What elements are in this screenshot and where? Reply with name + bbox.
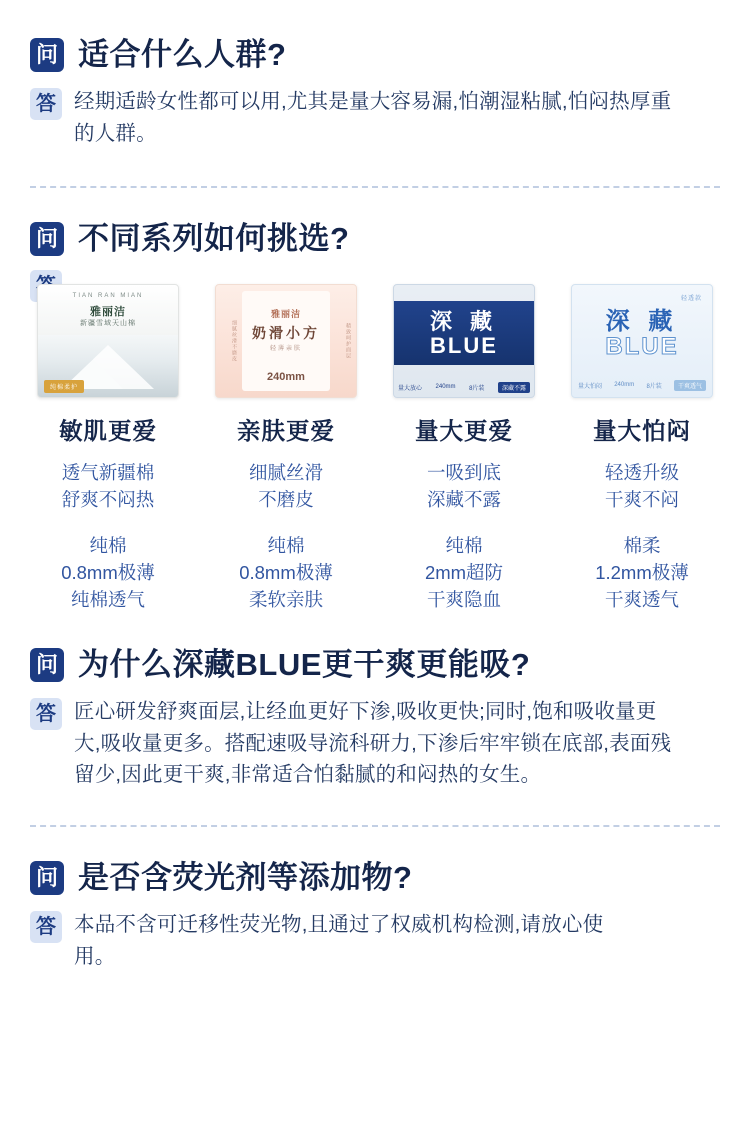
answer-row-3	[30, 696, 720, 791]
product-desc-line: 一吸到底	[426, 461, 501, 483]
answer-text-3: 匠心研发舒爽面层,让经血更好下渗,吸收更快;同时,饱和吸收量更大,吸收量更多。搭配速吸导流科研力,下渗后牢牢锁在底部,表面残留少,因此更干爽,非常适合怕黏腻的和闷热的女生。	[74, 699, 672, 787]
product-card-2[interactable]	[208, 284, 364, 614]
product-spec-4	[564, 533, 720, 613]
pack-foot-count: 8片装	[469, 385, 485, 392]
question-text-1: 适合什么人群?	[78, 37, 287, 72]
product-comparison	[30, 284, 720, 614]
pack-chip: 干爽透气	[674, 380, 706, 391]
pack-title-cn: 深 藏	[429, 308, 499, 334]
faq-item-3	[30, 614, 720, 791]
pack-footer	[578, 380, 706, 391]
answer-text-1: 经期适龄女性都可以用,尤其是量大容易漏,怕潮湿粘腻,怕闷热厚重的人群。	[74, 90, 672, 145]
product-spec-line: 棉柔	[623, 535, 661, 557]
product-spec-line: 0.8mm极薄	[239, 562, 333, 584]
pack-side-text-left: 细腻丝滑不磨皮	[231, 319, 237, 362]
product-desc-line: 舒爽不闷热	[61, 488, 155, 510]
question-row-1	[30, 38, 720, 72]
product-spec-line: 纯棉	[267, 535, 305, 557]
product-desc-4	[564, 460, 720, 514]
product-image-2	[215, 284, 357, 398]
question-text-2: 不同系列如何挑选?	[78, 220, 350, 256]
pack-title-en: BLUE	[605, 332, 679, 360]
pack-tiny-text: 轻薄亲肤	[269, 345, 302, 352]
product-spec-line: 纯棉	[445, 535, 483, 557]
product-desc-line: 透气新疆棉	[61, 461, 155, 483]
product-title-2: 亲肤更爱	[237, 417, 335, 444]
answer-badge-icon: 答	[30, 88, 62, 120]
product-desc-2	[208, 460, 364, 514]
pack-topline: TIAN RAN MIAN	[72, 292, 144, 299]
pack-title-cn: 深 藏	[605, 307, 679, 335]
product-spec-line: 2mm超防	[424, 562, 504, 584]
question-badge-icon: 问	[30, 861, 64, 895]
question-badge-icon: 问	[30, 648, 64, 682]
answer-badge-icon: 答	[30, 698, 62, 730]
product-spec-line: 柔软亲肤	[248, 588, 323, 610]
product-spec-line: 0.8mm极薄	[61, 562, 155, 584]
product-desc-1	[30, 460, 186, 514]
question-text-4: 是否含荧光剂等添加物?	[78, 860, 413, 896]
product-spec-line: 1.2mm极薄	[595, 562, 689, 584]
question-badge-icon: 问	[30, 222, 64, 256]
pack-footer	[398, 382, 530, 393]
product-desc-line: 细腻丝滑	[248, 461, 323, 483]
answer-badge-icon: 答	[30, 911, 62, 943]
faq-item-1	[30, 0, 720, 150]
product-spec-3	[386, 533, 542, 613]
pack-chip: 深藏不露	[498, 382, 530, 393]
product-desc-3	[386, 460, 542, 514]
pack-tag: 轻透款	[680, 295, 702, 302]
pack-tab: 纯棉柔护	[44, 380, 84, 393]
product-desc-line: 深藏不露	[426, 488, 501, 510]
product-spec-line: 干爽透气	[604, 588, 679, 610]
product-spec-line: 纯棉透气	[70, 588, 145, 610]
question-row-2	[30, 222, 720, 256]
product-desc-line: 不磨皮	[258, 488, 314, 510]
pack-side-text-right: 精致呵护面层	[345, 322, 351, 359]
product-title-4: 量大怕闷	[593, 417, 691, 444]
product-title-3: 量大更爱	[415, 417, 513, 444]
pack-brand: 雅丽洁	[90, 305, 126, 318]
product-spec-1	[30, 533, 186, 613]
product-spec-line: 干爽隐血	[426, 588, 501, 610]
question-text-3: 为什么深藏BLUE更干爽更能吸?	[78, 646, 531, 682]
answer-row-4	[30, 909, 720, 973]
pack-foot-count: 8片装	[646, 383, 662, 390]
product-desc-line: 轻透升级	[604, 461, 679, 483]
pack-title: 奶滑小方	[252, 324, 320, 341]
product-spec-line: 纯棉	[89, 535, 127, 557]
product-image-1	[37, 284, 179, 398]
pack-foot-left: 量大放心	[398, 385, 423, 392]
pack-foot-left: 量大怕闷	[578, 383, 603, 390]
pack-subtitle: 新疆雪域天山棉	[80, 319, 136, 327]
pack-title-en: BLUE	[430, 332, 498, 358]
product-image-3	[393, 284, 535, 398]
faq-item-4	[30, 827, 720, 973]
question-row-4	[30, 861, 720, 895]
product-card-4[interactable]	[564, 284, 720, 614]
pack-foot-mid: 240mm	[435, 384, 456, 391]
pack-brand: 雅丽洁	[270, 308, 301, 319]
pack-foot-mid: 240mm	[614, 382, 635, 389]
product-title-1: 敏肌更爱	[59, 417, 157, 444]
answer-row-1	[30, 86, 720, 150]
pack-size: 240mm	[267, 370, 305, 383]
question-badge-icon: 问	[30, 38, 64, 72]
product-card-3[interactable]	[386, 284, 542, 614]
product-card-1[interactable]	[30, 284, 186, 614]
product-spec-2	[208, 533, 364, 613]
product-image-4	[571, 284, 713, 398]
faq-item-2	[30, 188, 720, 614]
question-row-3	[30, 648, 720, 682]
product-desc-line: 干爽不闷	[604, 488, 679, 510]
answer-text-4: 本品不含可迁移性荧光物,且通过了权威机构检测,请放心使用。	[74, 913, 604, 969]
